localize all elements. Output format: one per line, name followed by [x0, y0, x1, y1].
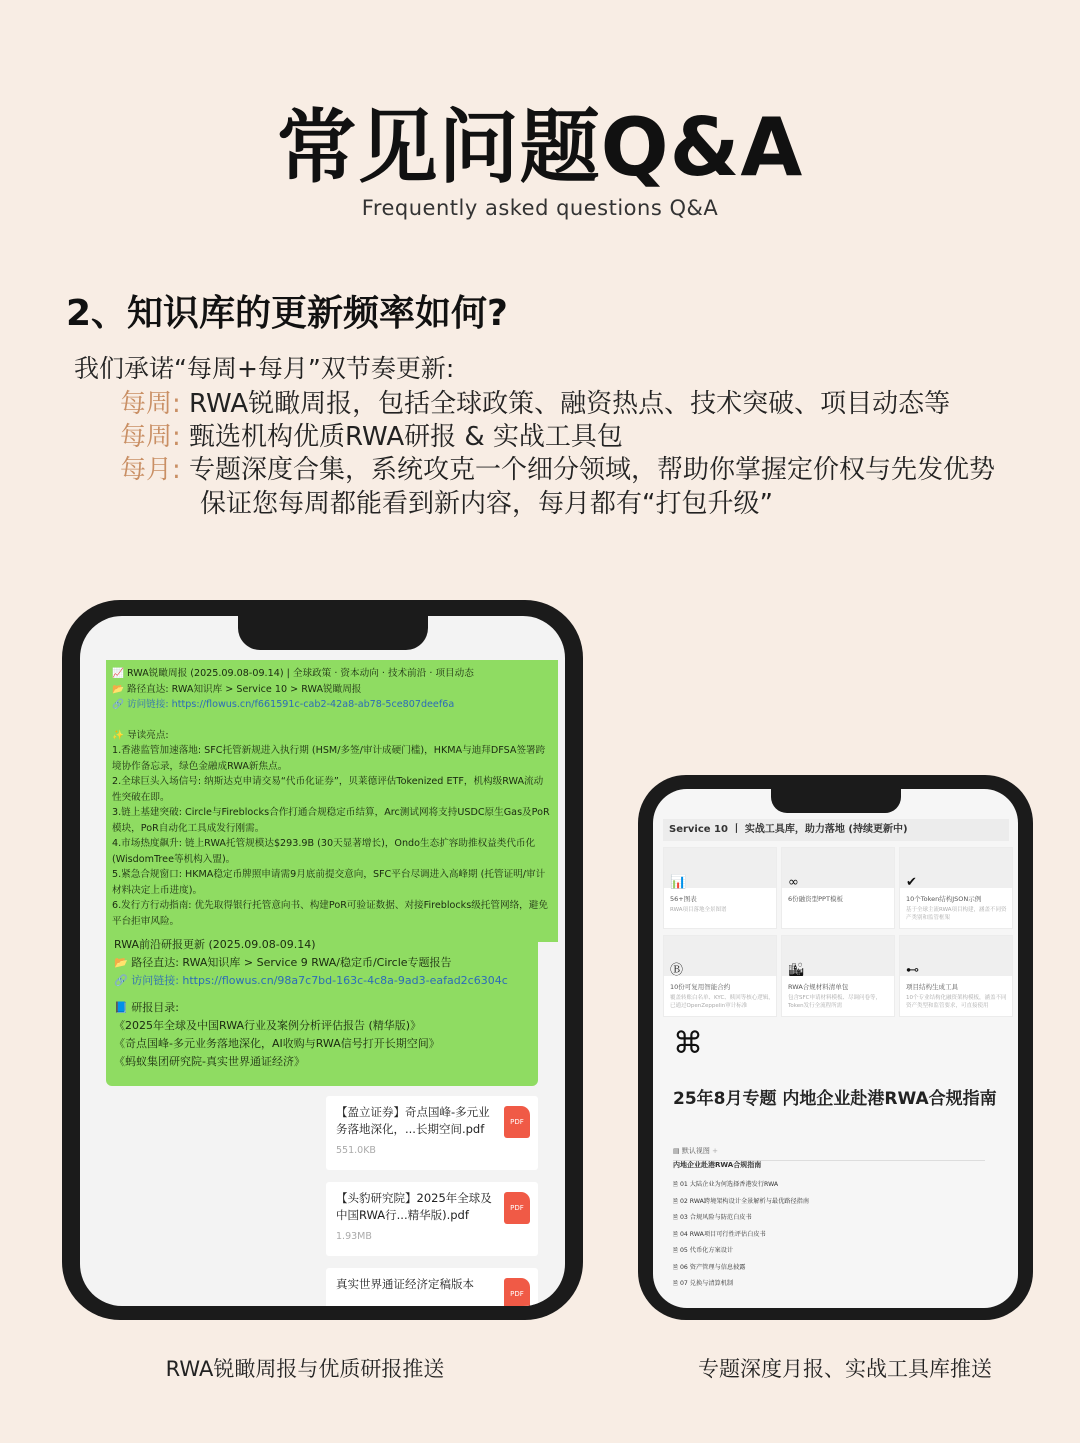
card-title: 6份融资型PPT模板 — [788, 895, 843, 903]
document-title: 01 大陆企业为何选择香港发行RWA — [679, 1181, 779, 1188]
update-item-monthly — [120, 449, 995, 486]
tool-card[interactable] — [781, 847, 895, 929]
tool-card[interactable] — [663, 847, 777, 929]
card-title: 10个Token结构JSON示例 — [906, 895, 982, 903]
message-line: 1.香港监管加速落地: SFC托管新规进入执行期 (HSM/多签/审计成硬门槛)，HKMA与迪拜DFSA签署跨境协作备忘录，绿色金融成RWA新焦点。 — [112, 745, 546, 772]
closing-text: 保证您每周都能看到新内容，每月都有“打包升级” — [200, 489, 773, 519]
bar-chart-icon: 📊 — [670, 875, 687, 890]
question-heading: 2、知识库的更新频率如何? — [66, 293, 508, 334]
pdf-icon: PDF — [504, 1192, 530, 1224]
tool-card[interactable] — [899, 847, 1013, 929]
message-line: 《奇点国峰-多元业务落地深化，AI收购与RWA信号打开长期空间》 — [114, 1037, 440, 1050]
message-link[interactable]: 🔗 访问链接: https://flowus.cn/f661591c-cab2-42a8-ab78-5ce807deef6a — [112, 699, 455, 710]
message-line: ✨ 导读亮点: — [112, 729, 169, 741]
message-line: 3.链上基建突破: Circle与Fireblocks合作打通合规稳定币结算，Arc测试网将支持USDC原生Gas及PoR模块，PoR自动化工具成发行刚需。 — [112, 807, 550, 834]
document-item[interactable]: 🗎 01 大陆企业为何选择香港发行RWA — [673, 1181, 779, 1188]
left-phone-screen — [80, 616, 565, 1306]
document-item[interactable]: 🗎 05 代币化方案设计 — [673, 1247, 734, 1254]
card-title: 56+图表 — [670, 895, 697, 903]
card-subtitle: 包含SFC申请材料模板、尽调问卷等，Token发行全流程所需 — [788, 995, 881, 1009]
document-title: 04 RWA项目可行性评估白皮书 — [679, 1230, 766, 1238]
guide-subtitle: 内地企业赴港RWA合规指南 — [673, 1161, 762, 1169]
card-title: 项目结构生成工具 — [906, 983, 958, 991]
message-line: 2.全球巨头入场信号: 纳斯达克申请交易“代币化证券”，贝莱德评估Tokenized ETF，机构级RWA流动性突破在即。 — [112, 776, 544, 803]
left-caption: RWA锐瞰周报与优质研报推送 — [165, 1357, 445, 1381]
document-item[interactable]: 🗎 02 RWA跨境架构设计全景解析与最优路径指南 — [673, 1197, 810, 1205]
tool-card[interactable] — [663, 935, 777, 1017]
file-name: 【盈立证券】奇点国峰-多元业务落地深化，...长期空间.pdf — [336, 1105, 490, 1136]
structure-icon: ⊷ — [906, 963, 919, 978]
weekly-report-message[interactable] — [106, 660, 558, 942]
message-line: 5.紧急合规窗口: HKMA稳定币牌照申请需9月底前提交意向，SFC平台尽调进入高峰期 (托管证明/审计材料决定上币进度)。 — [112, 869, 546, 896]
check-badge-icon: ✔ — [906, 875, 917, 890]
view-tab-label: 默认视图 — [681, 1147, 710, 1155]
pdf-file-card[interactable] — [326, 1096, 538, 1170]
document-item[interactable]: 🗎 04 RWA项目可行性评估白皮书 — [673, 1230, 766, 1238]
message-line: 《2025年全球及中国RWA行业及案例分析评估报告 (精华版)》 — [114, 1019, 422, 1032]
document-title: 05 代币化方案设计 — [679, 1247, 734, 1254]
message-line: RWA前沿研报更新 (2025.09.08-09.14) — [114, 938, 316, 951]
document-list — [673, 1177, 809, 1293]
message-spacer — [112, 713, 552, 728]
pdf-file-card[interactable] — [326, 1182, 538, 1256]
right-phone-screen — [653, 789, 1018, 1308]
view-tab[interactable]: ▤ 默认视图 + — [673, 1146, 985, 1161]
right-caption: 专题深度月报、实战工具库推送 — [698, 1357, 992, 1381]
page-subtitle: Frequently asked questions Q&A — [361, 196, 719, 220]
message-line: 📘 研报目录: — [114, 1001, 179, 1014]
clover-icon: ⌘ — [673, 1026, 703, 1061]
file-size: 551.0KB — [336, 1145, 376, 1156]
document-title: 03 合规风险与防范白皮书 — [679, 1214, 752, 1221]
message-line: 《蚂蚁集团研究院-真实世界通证经济》 — [114, 1055, 305, 1068]
item-text: 专题深度合集，系统攻克一个细分领域，帮助你掌握定价权与先发优势 — [189, 455, 996, 485]
item-text: RWA锐瞰周报，包括全球政策、融资热点、技术突破、项目动态等 — [189, 389, 951, 419]
phone-notch — [771, 789, 901, 813]
pdf-icon: PDF — [504, 1106, 530, 1138]
message-line: 📂 路径直达: RWA知识库 > Service 10 > RWA锐瞰周报 — [112, 683, 362, 695]
tool-card[interactable] — [899, 935, 1013, 1017]
add-view-icon[interactable]: + — [712, 1147, 718, 1155]
page-title: 常见问题Q&A — [276, 101, 804, 194]
update-item-weekly-research — [120, 416, 623, 453]
card-subtitle: 10个专业结构化融资架构模板，涵盖不同资产类型和监管要求，可直接使用 — [906, 995, 1007, 1009]
file-name: 真实世界通证经济定稿版本 — [336, 1277, 474, 1291]
card-subtitle: 覆盖转账白名单、KYC、赎回等核心逻辑，已通过OpenZeppelin审计标准 — [670, 995, 774, 1009]
item-label: 每月: — [120, 455, 181, 485]
item-label: 每周: — [120, 389, 181, 419]
pdf-icon: PDF — [504, 1278, 530, 1306]
update-item-weekly-report — [120, 383, 950, 420]
card-subtitle: 基于全球主流RWA项目构建，涵盖不同资产类别和监管框架 — [906, 907, 1007, 921]
message-line: 4.市场热度飙升: 链上RWA托管规模达$293.9B (30天显著增长)，Ondo生态扩容助推权益类代币化 (WisdomTree等机构入盟)。 — [112, 838, 536, 865]
phone-notch — [238, 616, 428, 650]
monthly-topic-heading: 25年8月专题 内地企业赴港RWA合规指南 — [673, 1089, 997, 1109]
left-phone-mockup — [62, 600, 583, 1320]
message-line: 📂 路径直达: RWA知识库 > Service 9 RWA/稳定币/Circle专题报告 — [114, 956, 452, 969]
message-line: 6.发行方行动指南: 优先取得银行托管意向书、构建PoR可验证数据、对接Fireblocks级托管网络，避免平台拒审风险。 — [112, 900, 548, 927]
card-subtitle: RWA项目落地全景图谱 — [670, 907, 727, 913]
pdf-file-card[interactable] — [326, 1268, 538, 1306]
infinity-icon: ∞ — [788, 875, 799, 890]
document-title: 02 RWA跨境架构设计全景解析与最优路径指南 — [679, 1197, 810, 1205]
document-title: 07 兑换与清算机制 — [679, 1280, 734, 1287]
document-item[interactable]: 🗎 03 合规风险与防范白皮书 — [673, 1214, 752, 1221]
document-item[interactable]: 🗎 06 资产管理与信息披露 — [673, 1263, 746, 1271]
file-size: 1.93MB — [336, 1231, 372, 1242]
b-coin-icon: Ⓑ — [670, 963, 684, 978]
file-name: 【头豹研究院】2025年全球及中国RWA行...精华版).pdf — [336, 1191, 492, 1222]
intro-text: 我们承诺“每周+每月”双节奏更新: — [74, 354, 455, 383]
message-link[interactable]: 🔗 访问链接: https://flowus.cn/98a7c7bd-163c-4c8a-9ad3-eafad2c6304c — [114, 974, 508, 987]
card-title: RWA合规材料清单包 — [788, 983, 849, 991]
item-text: 甄选机构优质RWA研报 & 实战工具包 — [189, 422, 623, 452]
city-icon: 🏙 — [788, 963, 805, 978]
right-phone-mockup — [638, 775, 1033, 1320]
message-line: 📈 RWA锐瞰周报 (2025.09.08-09.14) | 全球政策 · 资本动向 · 技术前沿 · 项目动态 — [112, 668, 474, 679]
document-item[interactable]: 🗎 07 兑换与清算机制 — [673, 1280, 734, 1287]
card-title: 10份可复用智能合约 — [670, 983, 731, 991]
document-title: 06 资产管理与信息披露 — [679, 1263, 746, 1271]
research-update-message[interactable] — [106, 936, 538, 1086]
tool-card[interactable] — [781, 935, 895, 1017]
service-header: Service 10 丨 实战工具库，助力落地 (持续更新中) — [663, 819, 1009, 841]
item-label: 每周: — [120, 422, 181, 452]
message-spacer — [114, 990, 530, 999]
